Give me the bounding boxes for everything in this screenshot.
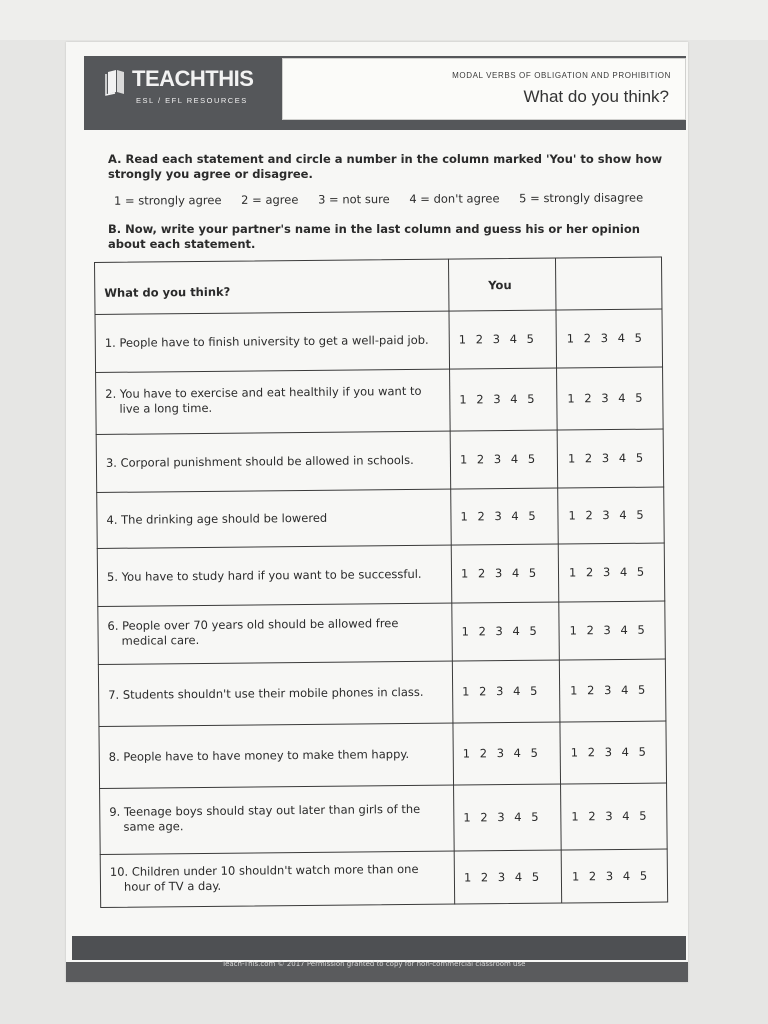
book-icon (104, 68, 128, 96)
statement-text: 6. People over 70 years old should be allowed free (107, 616, 399, 633)
statement-text: 2. You have to exercise and eat healthily if you want to (105, 383, 422, 401)
photo-background (0, 0, 768, 40)
you-rating-options[interactable]: 1 2 3 4 5 (463, 869, 540, 885)
statement-text-continued: medical care. (121, 633, 200, 648)
you-rating-options[interactable]: 1 2 3 4 5 (460, 508, 536, 524)
you-rating-options[interactable]: 1 2 3 4 5 (459, 451, 536, 467)
partner-rating-options[interactable]: 1 2 3 4 5 (568, 507, 644, 523)
statement-text: 7. Students shouldn't use their mobile phones in class. (108, 684, 424, 702)
column-header-you: You (488, 277, 512, 293)
partner-rating-options[interactable]: 1 2 3 4 5 (570, 682, 646, 698)
statement-text: 8. People have to have money to make them happy. (108, 746, 410, 764)
statement-text: 1. People have to finish university to get a well-paid job. (104, 332, 429, 350)
statement-text: 5. You have to study hard if you want to be successful. (106, 566, 422, 584)
statement-text: 10. Children under 10 shouldn't watch more than one (109, 861, 419, 879)
teachthis-logo (104, 64, 264, 114)
statement-text-continued: live a long time. (119, 400, 213, 416)
partner-rating-options[interactable]: 1 2 3 4 5 (571, 868, 648, 884)
you-rating-options[interactable]: 1 2 3 4 5 (459, 391, 535, 407)
instruction-a: A. Read each statement and circle a number in the column marked 'You' to show how strongly you agree or disagree. (108, 152, 663, 181)
you-rating-options[interactable]: 1 2 3 4 5 (463, 809, 539, 825)
you-rating-options[interactable]: 1 2 3 4 5 (458, 331, 535, 347)
statement-text-continued: same age. (123, 819, 184, 834)
worksheet-topic: MODAL VERBS OF OBLIGATION AND PROHIBITION (452, 71, 671, 80)
worksheet-title: What do you think? (523, 87, 669, 106)
statement-text: 4. The drinking age should be lowered (106, 510, 328, 527)
you-rating-options[interactable]: 1 2 3 4 5 (460, 565, 537, 581)
partner-rating-options[interactable]: 1 2 3 4 5 (568, 564, 645, 580)
instruction-b: B. Now, write your partner's name in the last column and guess his or her opinion about each statement. (108, 222, 640, 251)
title-box (282, 58, 686, 120)
partner-rating-options[interactable]: 1 2 3 4 5 (571, 808, 647, 824)
scale-item: 5 = strongly disagree (519, 190, 644, 206)
statement-text-continued: hour of TV a day. (123, 878, 222, 894)
you-rating-options[interactable]: 1 2 3 4 5 (462, 683, 538, 699)
you-rating-options[interactable]: 1 2 3 4 5 (462, 745, 539, 761)
footer-band (72, 936, 686, 960)
scale-item: 3 = not sure (318, 192, 390, 207)
footer-copyright: Teach-This.com © 2017 Permission granted to copy for non-commercial classroom use (222, 960, 526, 968)
partner-rating-options[interactable]: 1 2 3 4 5 (569, 622, 645, 638)
statement-text: 9. Teenage boys should stay out later than girls of the (109, 801, 421, 819)
brand-subtitle: ESL / EFL RESOURCES (136, 96, 248, 105)
scale-item: 1 = strongly agree (113, 193, 222, 208)
statement-text: 3. Corporal punishment should be allowed in schools. (105, 452, 414, 470)
partner-rating-options[interactable]: 1 2 3 4 5 (567, 450, 644, 466)
scale-item: 4 = don't agree (409, 191, 500, 206)
survey-table (94, 257, 668, 908)
partner-rating-options[interactable]: 1 2 3 4 5 (570, 744, 647, 760)
partner-rating-options[interactable]: 1 2 3 4 5 (566, 330, 643, 346)
brand-name: TEACHTHIS (132, 66, 254, 91)
scale-item: 2 = agree (241, 192, 299, 207)
you-rating-options[interactable]: 1 2 3 4 5 (461, 623, 537, 639)
partner-rating-options[interactable]: 1 2 3 4 5 (567, 390, 643, 406)
column-header-question: What do you think? (104, 284, 231, 300)
